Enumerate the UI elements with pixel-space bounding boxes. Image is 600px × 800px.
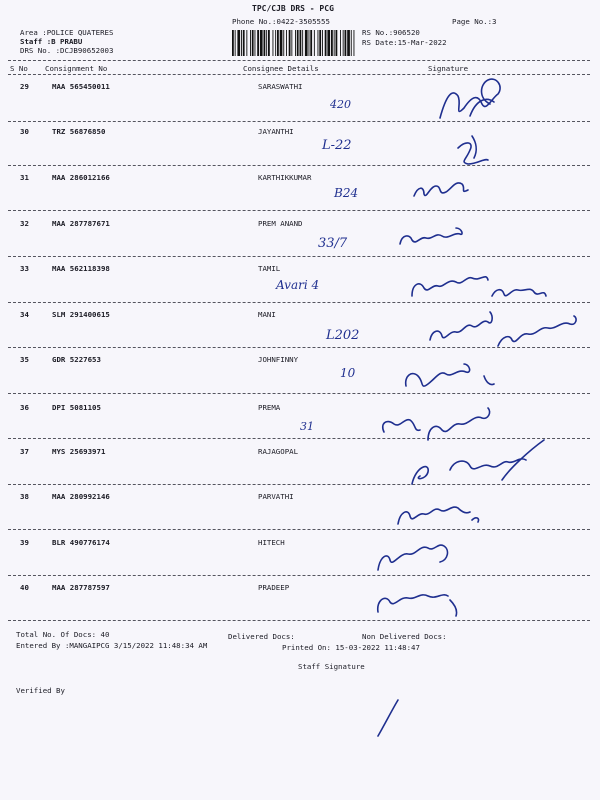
rs-number: RS No.:906520 [362, 28, 420, 37]
row-consignee: PREM ANAND [258, 219, 303, 228]
table-row [0, 310, 600, 356]
delivered-docs: Delivered Docs: [228, 632, 295, 641]
row-divider [8, 620, 590, 621]
row-consignee: JOHNFINNY [258, 355, 299, 364]
row-sno: 33 [20, 264, 29, 273]
row-sno: 38 [20, 492, 29, 501]
handwritten-note: 33/7 [318, 236, 348, 251]
handwritten-note: L202 [326, 328, 360, 343]
row-consignment: MAA 286012166 [52, 173, 110, 182]
table-row [0, 583, 600, 629]
column-header-sno: S No [10, 64, 28, 73]
row-divider [8, 256, 590, 257]
drs-number: DRS No. :DCJB90652003 [20, 46, 114, 55]
handwritten-note: B24 [334, 186, 359, 200]
row-divider [8, 121, 590, 122]
row-sno: 34 [20, 310, 29, 319]
row-consignee: TAMIL [258, 264, 281, 273]
verified-by: Verified By [16, 686, 65, 695]
row-divider [8, 529, 590, 530]
row-divider [8, 575, 590, 576]
handwritten-note: 31 [300, 420, 314, 433]
row-consignee: PRADEEP [258, 583, 290, 592]
non-delivered-docs: Non Delivered Docs: [362, 632, 447, 641]
row-divider [8, 393, 590, 394]
printed-on: Printed On: 15-03-2022 11:48:47 [282, 643, 420, 652]
row-consignee: MANI [258, 310, 276, 319]
column-header-consignee: Consignee Details [243, 64, 319, 73]
row-sno: 39 [20, 538, 29, 547]
row-sno: 29 [20, 82, 29, 91]
handwritten-note: L-22 [322, 138, 352, 153]
row-sno: 32 [20, 219, 29, 228]
row-consignment: DPI 5081105 [52, 403, 101, 412]
row-consignee: PARVATHI [258, 492, 294, 501]
table-row [0, 219, 600, 265]
row-consignment: MYS 25693971 [52, 447, 106, 456]
row-consignment: MAA 565450011 [52, 82, 110, 91]
row-consignee: HITECH [258, 538, 285, 547]
row-consignee: JAYANTHI [258, 127, 294, 136]
phone-number: Phone No.:0422-3505555 [232, 17, 330, 26]
column-header-divider [8, 74, 590, 75]
table-row [0, 127, 600, 173]
table-row [0, 538, 600, 584]
row-divider [8, 165, 590, 166]
header-divider [8, 60, 590, 61]
row-sno: 31 [20, 173, 29, 182]
entered-by: Entered By :MANGAIPCG 3/15/2022 11:48:34 AM [16, 641, 208, 650]
area-label: Area :POLICE QUATERES [20, 28, 114, 37]
row-consignment: MAA 562118398 [52, 264, 110, 273]
row-consignee: KARTHIKKUMAR [258, 173, 312, 182]
row-sno: 35 [20, 355, 29, 364]
rs-date: RS Date:15-Mar-2022 [362, 38, 447, 47]
row-sno: 36 [20, 403, 29, 412]
row-consignment: MAA 287787671 [52, 219, 110, 228]
table-row [0, 355, 600, 401]
column-header-consignment: Consignment No [45, 64, 108, 73]
row-divider [8, 438, 590, 439]
row-consignee: SARASWATHI [258, 82, 303, 91]
row-consignment: SLM 291400615 [52, 310, 110, 319]
handwritten-note: 420 [330, 98, 351, 111]
page-number: Page No.:3 [452, 17, 497, 26]
row-consignee: RAJAGOPAL [258, 447, 299, 456]
barcode [230, 30, 358, 56]
row-consignment: BLR 490776174 [52, 538, 110, 547]
row-divider [8, 347, 590, 348]
row-consignment: MAA 287787597 [52, 583, 110, 592]
handwritten-note: Avari 4 [276, 278, 320, 292]
row-consignment: TRZ 56876850 [52, 127, 106, 136]
document-title: TPC/CJB DRS - PCG [252, 4, 334, 13]
row-sno: 40 [20, 583, 29, 592]
row-sno: 37 [20, 447, 29, 456]
signature-mark [378, 700, 398, 736]
row-divider [8, 302, 590, 303]
staff-label: Staff :B PRABU [20, 37, 83, 46]
column-header-signature: Signature [428, 64, 469, 73]
table-row [0, 173, 600, 219]
table-row [0, 492, 600, 538]
row-consignment: MAA 280992146 [52, 492, 110, 501]
staff-signature-label: Staff Signature [298, 662, 365, 671]
row-consignment: GDR 5227653 [52, 355, 101, 364]
handwritten-note: 10 [340, 366, 356, 380]
row-consignee: PREMA [258, 403, 281, 412]
table-row [0, 447, 600, 493]
row-sno: 30 [20, 127, 29, 136]
total-docs: Total No. Of Docs: 40 [16, 630, 110, 639]
row-divider [8, 210, 590, 211]
row-divider [8, 484, 590, 485]
